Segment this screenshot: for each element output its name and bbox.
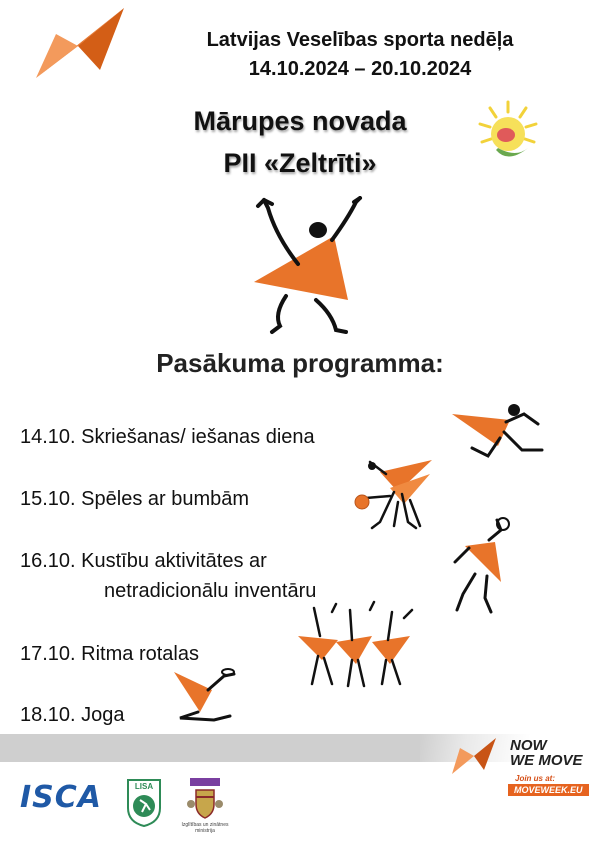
now-we-move-line2: WE MOVE (510, 752, 583, 769)
lisa-crest-logo (126, 778, 162, 828)
program-item-3: 16.10. Kustību aktivitātes ar (20, 550, 267, 572)
event-title: Latvijas Veselības sporta nedēļa (206, 29, 514, 51)
kindergarten-sun-logo (476, 98, 540, 168)
now-we-move-logo (452, 734, 498, 776)
moveweek-url: MOVEWEEK.EU (508, 784, 589, 796)
activity-figure-illustration (445, 516, 525, 616)
school-title (110, 100, 490, 184)
event-dates: 14.10.2024 – 20.10.2024 (248, 58, 472, 80)
program-item-4: 17.10. Ritma rotalas (20, 643, 199, 665)
program-item-3-continuation: netradicionālu inventāru (104, 580, 317, 602)
now-we-move-text (510, 738, 590, 768)
school-name: PII «Zeltrīti» (223, 148, 377, 178)
jumping-figure-illustration (236, 196, 366, 336)
now-we-move-line1: NOW (510, 737, 547, 754)
program-item-2: 15.10. Spēles ar bumbām (20, 488, 250, 510)
ministry-caption: Izglītības un zinātnes ministrija (181, 822, 229, 834)
ball-game-figures-illustration (350, 452, 440, 534)
ministry-crest-logo (186, 778, 224, 820)
yoga-figure-illustration (170, 668, 240, 726)
program-item-1: 14.10. Skriešanas/ iešanas diena (20, 426, 315, 448)
program-item-5: 18.10. Joga (20, 704, 125, 726)
running-figure-illustration (450, 398, 550, 468)
moveweek-arrow-logo (36, 8, 126, 80)
school-region: Mārupes novada (193, 106, 407, 136)
join-us-label: Join us at: (515, 774, 556, 783)
lisa-crest-text: LISA (134, 782, 154, 791)
event-header (150, 26, 570, 84)
program-heading: Pasākuma programma: (156, 348, 444, 378)
isca-logo: ISCA (20, 780, 103, 815)
rhythm-group-figures-illustration (292, 600, 422, 692)
